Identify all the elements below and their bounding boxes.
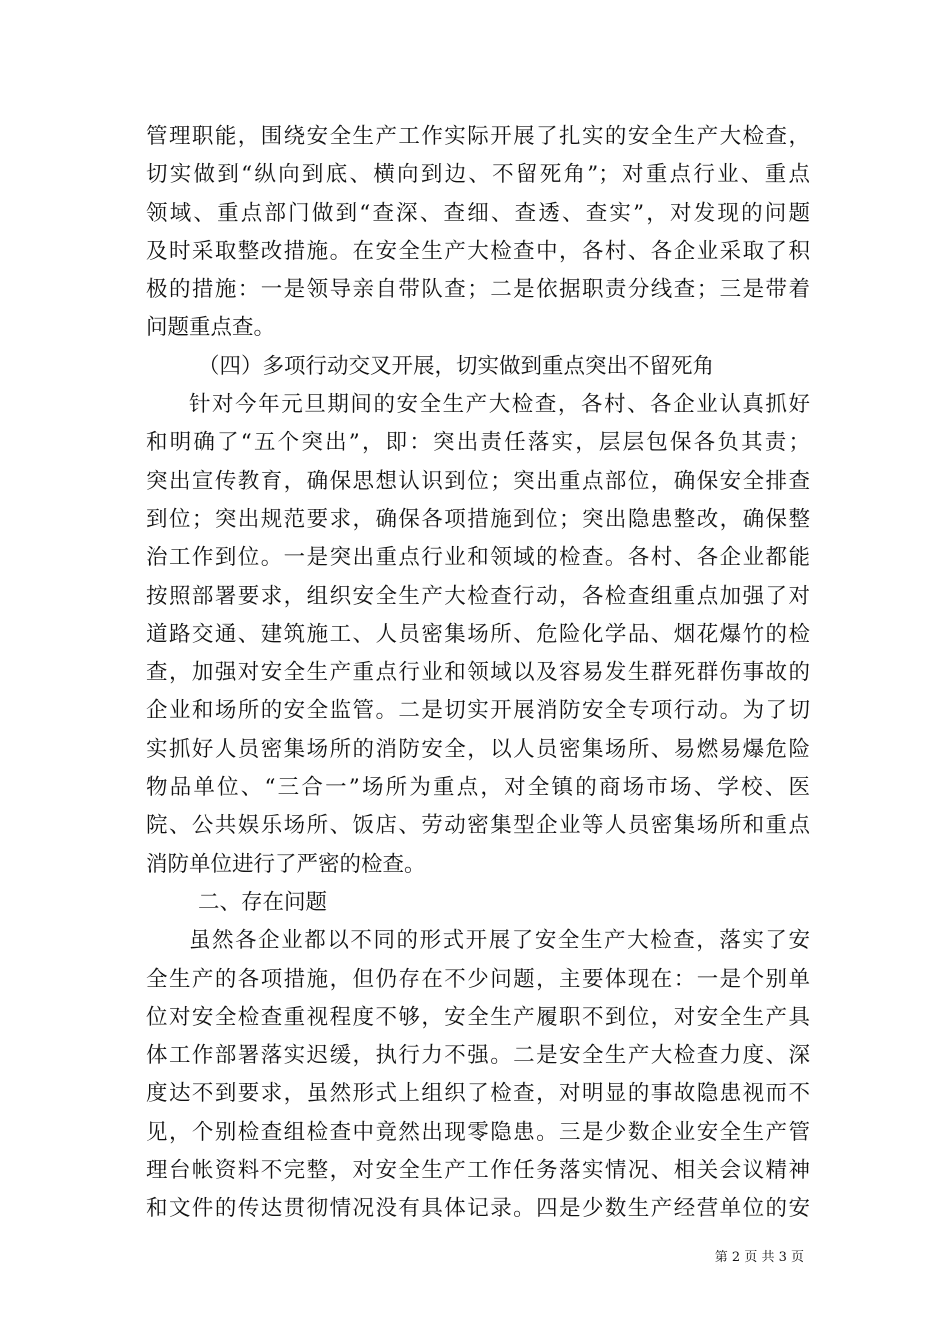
paragraph — [146, 118, 810, 348]
text-line: 针对今年元旦期间的安全生产大检查，各村、各企业认真抓好 — [189, 392, 810, 418]
text-line: 查，加强对安全生产重点行业和领域以及容易发生群死群伤事故的 — [146, 660, 810, 686]
text-line: 道路交通、建筑施工、人员密集场所、危险化学品、烟花爆竹的检 — [146, 621, 810, 647]
text-line: 企业和场所的安全监管。二是切实开展消防安全专项行动。为了切 — [146, 698, 810, 724]
text-line: 和文件的传达贯彻情况没有具体记录。四是少数生产经营单位的安 — [146, 1196, 810, 1222]
paragraph — [146, 386, 810, 884]
page-footer: 第 2 页 共 3 页 — [714, 1250, 804, 1265]
text-line: 领域、重点部门做到“查深、查细、查透、查实”，对发现的问题 — [146, 200, 810, 226]
text-line: 及时采取整改措施。在安全生产大检查中，各村、各企业采取了积 — [146, 238, 810, 264]
text-line: 治工作到位。一是突出重点行业和领域的检查。各村、各企业都能 — [146, 545, 810, 571]
section-heading — [146, 884, 810, 922]
paragraph — [146, 922, 810, 1228]
text-line: 全生产的各项措施，但仍存在不少问题，主要体现在：一是个别单 — [146, 966, 810, 992]
text-line: 二、存在问题 — [198, 889, 328, 915]
text-line: 理台帐资料不完整，对安全生产工作任务落实情况、相关会议精神 — [146, 1158, 810, 1184]
text-line: 度达不到要求，虽然形式上组织了检查，对明显的事故隐患视而不 — [146, 1081, 810, 1107]
text-line: 按照部署要求，组织安全生产大检查行动，各检查组重点加强了对 — [146, 583, 810, 609]
text-line: 和明确了“五个突出”，即：突出责任落实，层层包保各负其责； — [146, 430, 810, 456]
document-body — [146, 118, 810, 1229]
section-heading — [146, 348, 810, 386]
text-line: （四）多项行动交叉开展，切实做到重点突出不留死角 — [198, 353, 715, 379]
text-line: 消防单位进行了严密的检查。 — [146, 851, 426, 877]
text-line: 问题重点查。 — [146, 315, 276, 341]
text-line: 见，个别检查组检查中竟然出现零隐患。三是少数企业安全生产管 — [146, 1119, 810, 1145]
text-line: 切实做到“纵向到底、横向到边、不留死角”；对重点行业、重点 — [146, 162, 810, 188]
text-line: 虽然各企业都以不同的形式开展了安全生产大检查，落实了安 — [189, 928, 810, 954]
text-line: 到位；突出规范要求，确保各项措施到位；突出隐患整改，确保整 — [146, 506, 810, 532]
text-line: 院、公共娱乐场所、饭店、劳动密集型企业等人员密集场所和重点 — [146, 813, 810, 839]
text-line: 位对安全检查重视程度不够，安全生产履职不到位，对安全生产具 — [146, 1004, 810, 1030]
text-line: 物品单位、“三合一”场所为重点，对全镇的商场市场、学校、医 — [146, 775, 810, 801]
text-line: 突出宣传教育，确保思想认识到位；突出重点部位，确保安全排查 — [146, 468, 810, 494]
text-line: 体工作部署落实迟缓，执行力不强。二是安全生产大检查力度、深 — [146, 1043, 810, 1069]
text-line: 管理职能，围绕安全生产工作实际开展了扎实的安全生产大检查， — [146, 124, 810, 149]
text-line: 极的措施：一是领导亲自带队查；二是依据职责分线查；三是带着 — [146, 277, 810, 303]
text-line: 实抓好人员密集场所的消防安全，以人员密集场所、易燃易爆危险 — [146, 736, 810, 762]
